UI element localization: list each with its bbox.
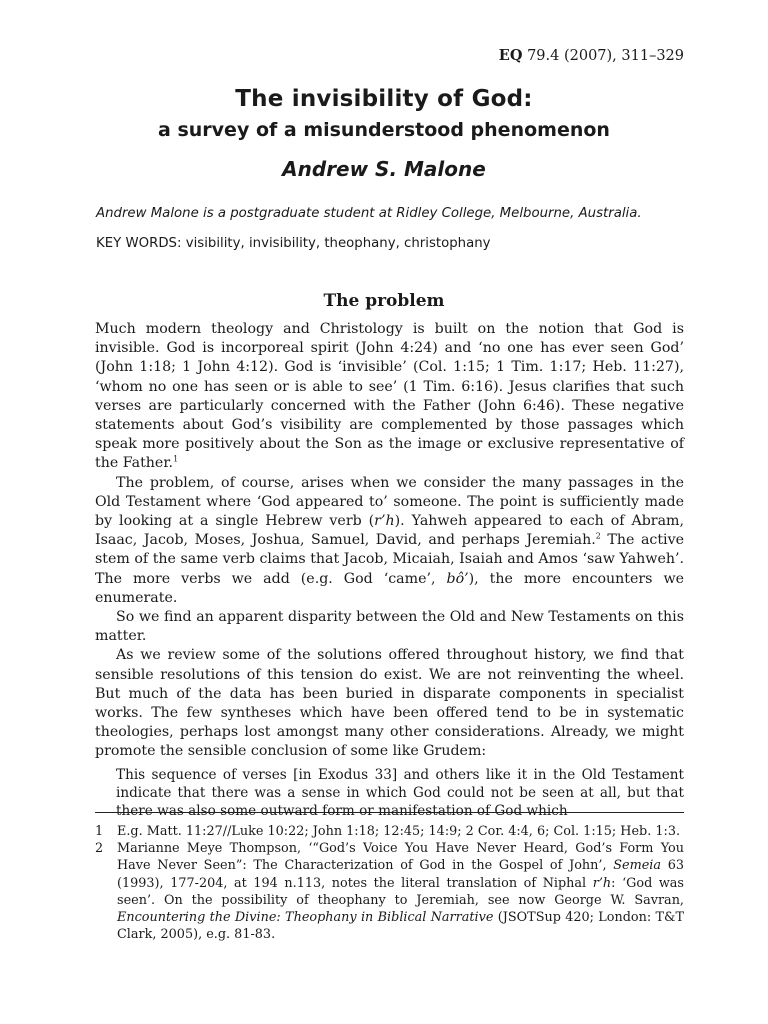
article-subtitle: a survey of a misunderstood phenomenon <box>158 119 610 141</box>
author-bio: Andrew Malone is a postgraduate student at Ridley College, Melbourne, Australia. <box>96 206 642 221</box>
article-title: The invisibility of God: <box>235 86 533 112</box>
block-quote: This sequence of verses [in Exodus 33] and others like it in the Old Testament indicate that there was a sense in which God could not be seen at all, but that there was also some outward form or manifestation of God which <box>116 766 684 820</box>
section-heading: The problem <box>323 291 445 311</box>
footnote-ref-2[interactable]: 2 <box>595 531 601 541</box>
paragraph-3: So we find an apparent disparity between the Old and New Testaments on this matter. <box>95 609 684 645</box>
author-name: Andrew S. Malone <box>282 157 486 181</box>
paragraph-2: The problem, of course, arises when we consider the many passages in the Old Testament where ‘God appeared to’ someone. The point is sufficiently made by looking at a single Hebrew verb (r’h). Yahweh appeared to each of Abram, Isaac, Jacob, Moses, Joshua, Samuel, David, and perhaps Jeremiah.$^2$ The active stem of the same verb claims that Jacob, Micaiah, Isaiah and Amos ‘saw Yahweh’. The more verbs we add (e.g. God ‘came’, bô’), the more encounters we enumerate. <box>95 474 685 606</box>
footnote-number: 1 <box>95 824 104 839</box>
footnote-2: 2 Marianne Meye Thompson, ‘“God’s Voice You Have Never Heard, God’s Form You Have Never Seen”: The Characterization of God in the Gospel of John’, Semeia 63 (1993), 177-204, at 194 n.113, notes the literal translation of Niphal r’h: ‘God was seen’. On the possibility of theophany to Jeremiah, see now George W. Savran, Encountering the Divine: Theophany in Biblical Narrative (JSOTSup 420; London: T&T Clark, 2005), e.g. 81-83. <box>95 841 685 943</box>
footnote-number: 2 <box>95 841 104 857</box>
keywords-label: KEY WORDS: <box>96 236 182 251</box>
keywords <box>96 236 491 251</box>
journal-abbrev: EQ <box>498 47 523 64</box>
keywords-terms: visibility, invisibility, theophany, christophany <box>185 236 491 251</box>
footnotes <box>95 823 684 943</box>
paragraph-4: As we review some of the solutions offered throughout history, we find that sensible resolutions of this tension do exist. We are not reinventing the wheel. But much of the data has been buried in disparate components in specialist works. The few syntheses which have been offered tend to be in systematic theologies, perhaps lost amongst many other considerations. Already, we might promote the sensible conclusion of some like Grudem: <box>95 647 684 760</box>
body-text <box>95 320 684 820</box>
footnote-divider <box>95 812 684 813</box>
footnote-1: 1 E.g. Matt. 11:27//Luke 10:22; John 1:18; 12:45; 14:9; 2 Cor. 4:4, 6; Col. 1:15; Heb. 1:3. <box>95 824 681 839</box>
journal-citation <box>499 47 684 64</box>
paragraph-1: Much modern theology and Christology is built on the notion that God is invisible. God is incorporeal spirit (John 4:24) and ‘no one has ever seen God’ (John 1:18; 1 John 4:12). God is ‘invisible’ (Col. 1:15; 1 Tim. 1:17; Heb. 11:27), ‘whom no one has seen or is able to see’ (1 Tim. 6:16). Jesus clarifies that such verses are particularly concerned with the Father (John 6:46). These negative statements about God’s visibility are complemented by those passages which speak more positively about the Son as the image or exclusive representative of the Father.$^1$ <box>95 321 684 472</box>
journal-issue: 79.4 (2007), 311–329 <box>527 48 684 64</box>
footnote-ref-1[interactable]: 1 <box>173 454 179 464</box>
